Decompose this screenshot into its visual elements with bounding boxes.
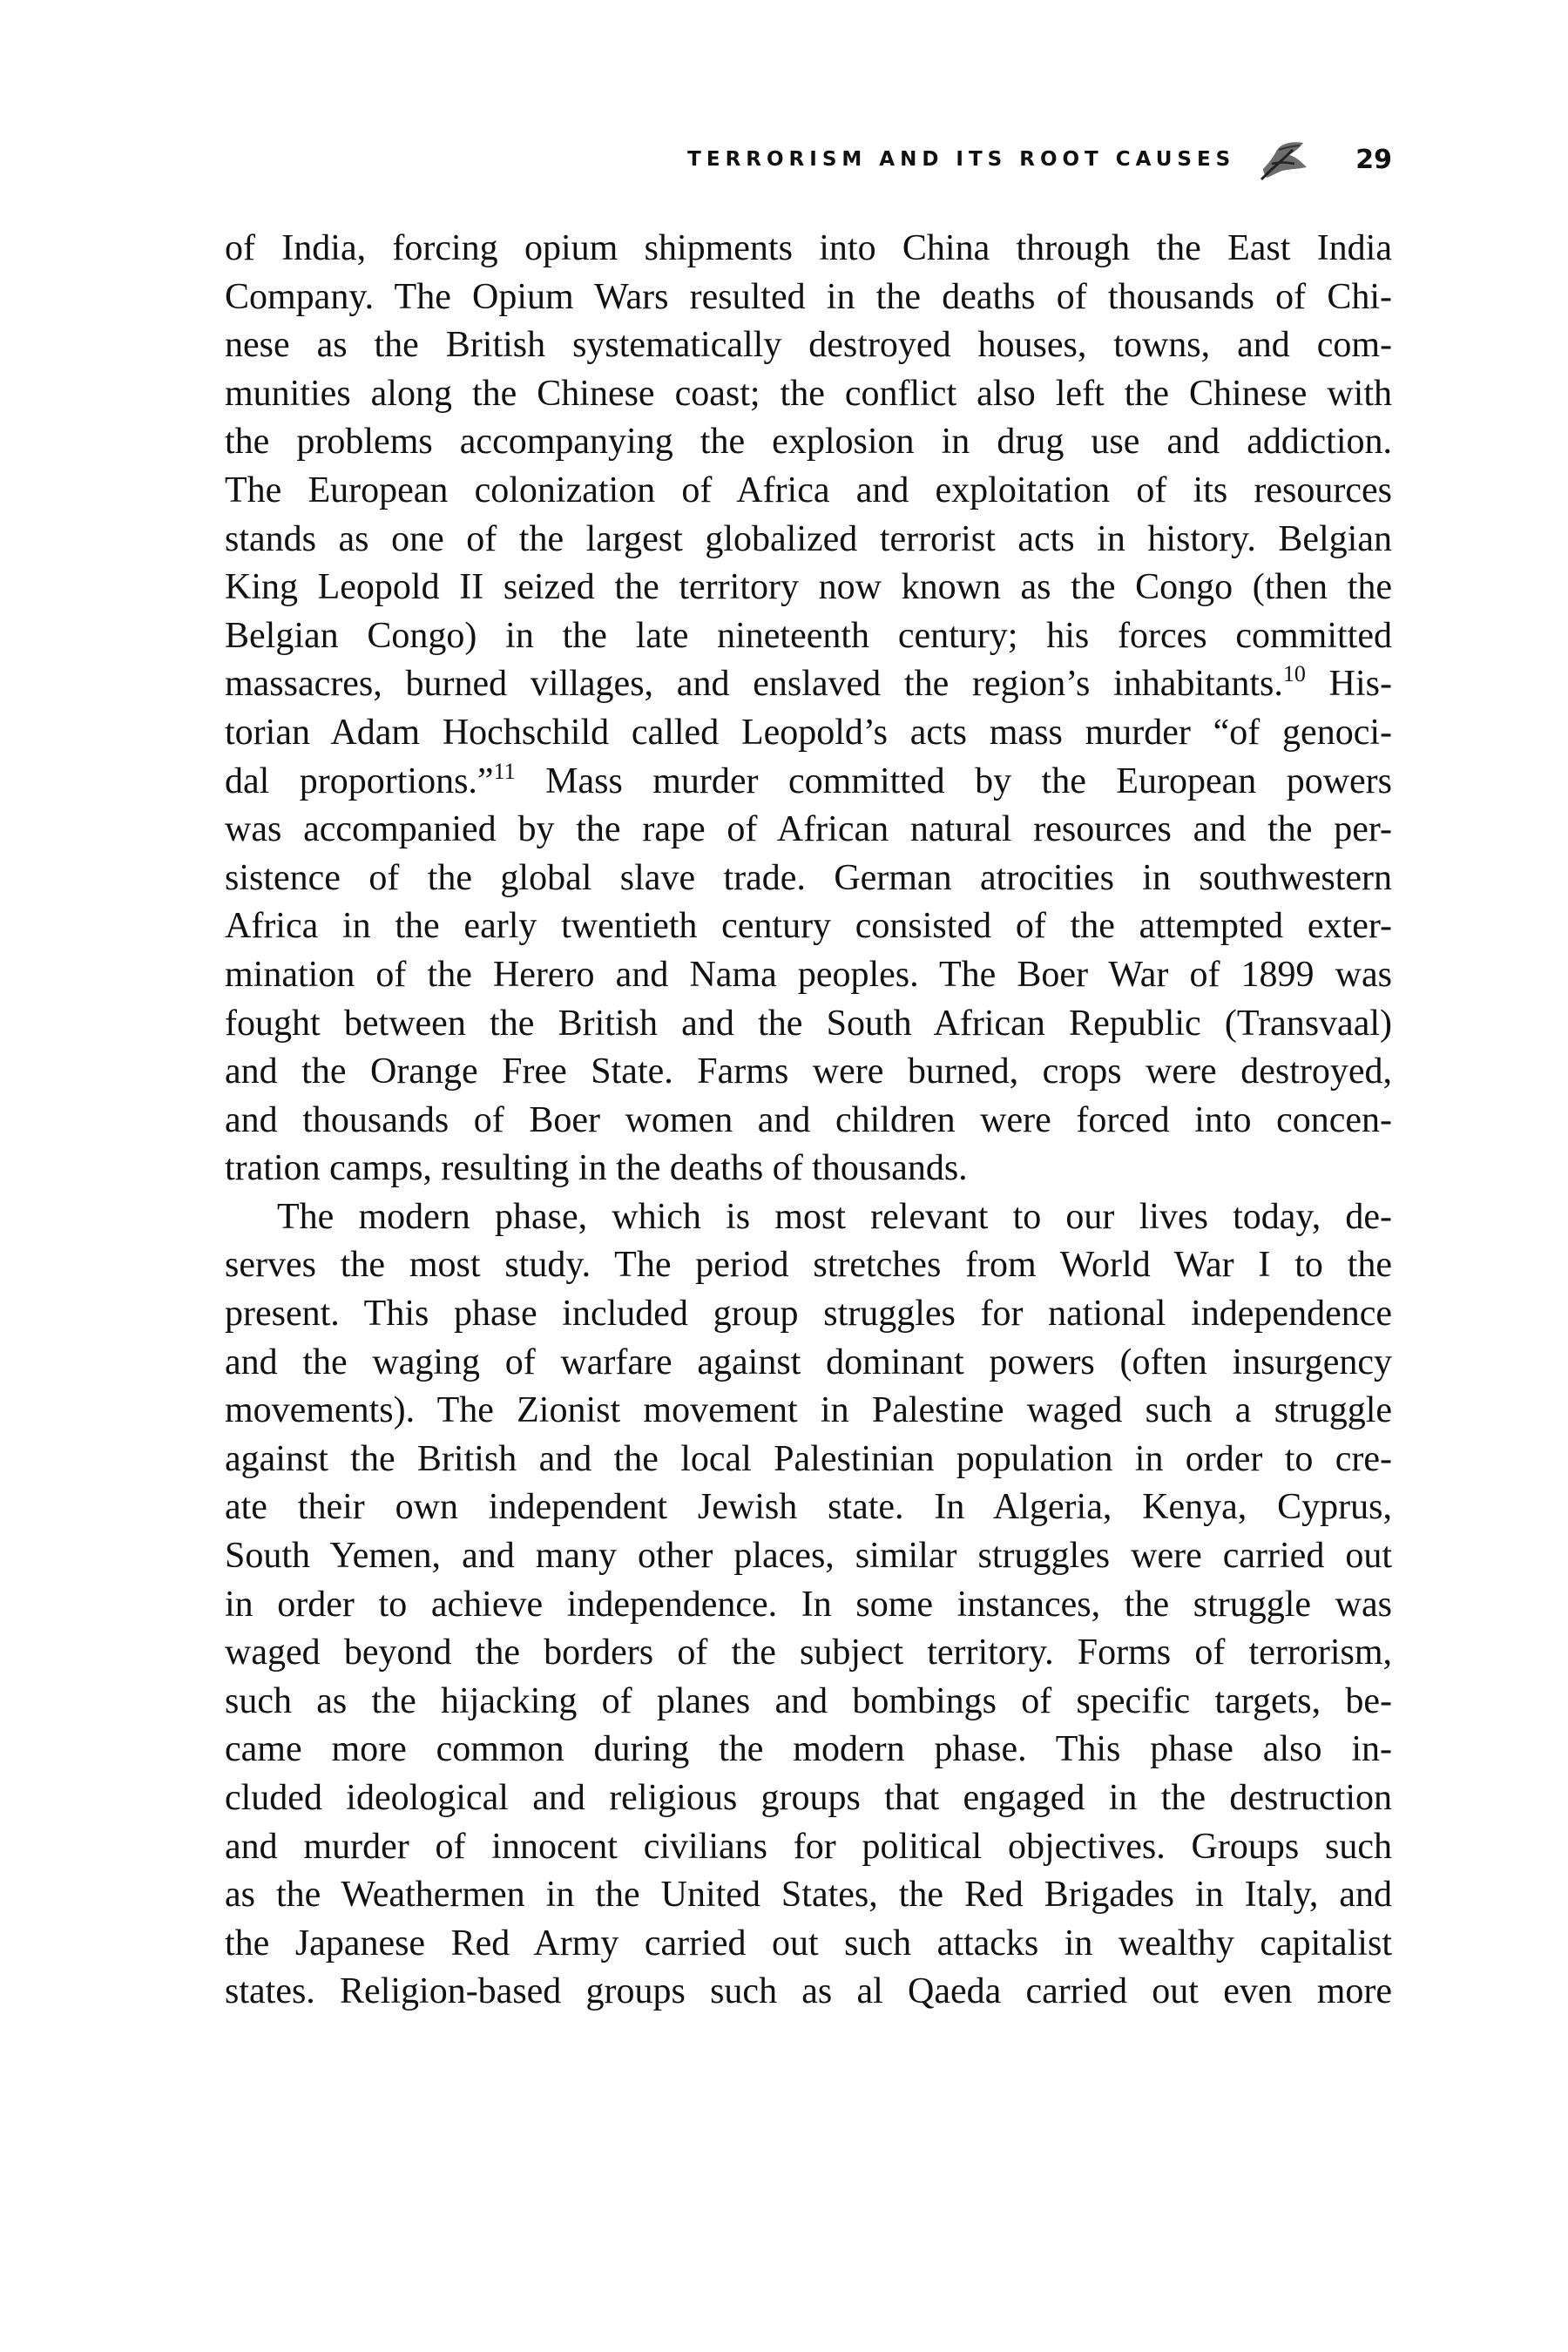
paragraph-1 [225,225,1392,1193]
running-title: TERRORISM AND ITS ROOT CAUSES [687,148,1236,171]
paragraph-2 [225,1193,1392,2017]
text-line: Belgian Congo) in the late nineteenth century; his forces committed [225,615,1392,656]
text-segment: massacres, burned villages, and enslaved the region’s inhabitants. [225,664,1283,705]
text-line: nese as the British systematically destroyed houses, towns, and com- [225,325,1392,366]
text-line: and the Orange Free State. Farms were burned, crops were destroyed, [225,1051,1392,1092]
text-line: came more common during the modern phase. This phase also in- [225,1729,1392,1770]
text-line: the Japanese Red Army carried out such attacks in wealthy capitalist [225,1923,1392,1963]
text-line: serves the most study. The period stretches from World War I to the [225,1245,1392,1286]
text-line: South Yemen, and many other places, similar struggles were carried out [225,1536,1392,1577]
text-line: as the Weathermen in the United States, the Red Brigades in Italy, and [225,1875,1392,1916]
text-line: torian Adam Hochschild called Leopold’s acts mass murder “of genoci- [225,712,1392,753]
text-segment: Mass murder committed by the European powers [515,760,1392,801]
text-line: sistence of the global slave trade. German atrocities in southwestern [225,857,1392,898]
body-text [225,225,1392,2017]
text-line: present. This phase included group struggles for national independence [225,1294,1392,1335]
text-line: stands as one of the largest globalized terrorist acts in history. Belgian [225,518,1392,559]
text-segment: dal proportions.” [225,760,494,801]
running-head [225,138,1392,181]
text-line: states. Religion-based groups such as al Qaeda carried out even more [225,1971,1392,2012]
text-line: of India, forcing opium shipments into China through the East India [225,228,1392,268]
text-line: in order to achieve independence. In some instances, the struggle was [225,1584,1392,1625]
text-line: movements). The Zionist movement in Palestine waged such a struggle [225,1390,1392,1431]
text-line: tration camps, resulting in the deaths of thousands. [225,1148,968,1189]
text-line: mination of the Herero and Nama peoples. The Boer War of 1899 was [225,954,1392,995]
text-line: Company. The Opium Wars resulted in the deaths of thousands of Chi- [225,276,1392,317]
text-line: and the waging of warfare against dominant powers (often insurgency [225,1342,1392,1382]
footnote-marker: 10 [1282,661,1306,687]
page-number: 29 [1355,144,1392,175]
text-line: cluded ideological and religious groups that engaged in the destruction [225,1778,1392,1818]
text-line [225,660,1392,709]
text-segment: His- [1305,664,1392,705]
text-line: and thousands of Boer women and children were forced into concen- [225,1099,1392,1140]
text-line: King Leopold II seized the territory now known as the Congo (then the [225,567,1392,608]
text-line: waged beyond the borders of the subject territory. Forms of terrorism, [225,1632,1392,1673]
text-line: such as the hijacking of planes and bombings of specific targets, be- [225,1680,1392,1721]
text-line: Africa in the early twentieth century consisted of the attempted exter- [225,906,1392,947]
text-line: against the British and the local Palestinian population in order to cre- [225,1438,1392,1479]
text-line [225,758,1392,807]
text-line: The European colonization of Africa and exploitation of its resources [225,470,1392,510]
footnote-marker: 11 [493,758,516,784]
text-line: fought between the British and the South African Republic (Transvaal) [225,1003,1392,1044]
text-line: the problems accompanying the explosion in drug use and addiction. [225,422,1392,463]
text-line: and murder of innocent civilians for political objectives. Groups such [225,1826,1392,1867]
text-line: ate their own independent Jewish state. In Algeria, Kenya, Cyprus, [225,1487,1392,1528]
pen-nib-ornament-icon [1258,138,1312,181]
text-line: munities along the Chinese coast; the conflict also left the Chinese with [225,373,1392,414]
text-line: was accompanied by the rape of African natural resources and the per- [225,809,1392,850]
text-line: The modern phase, which is most relevant to our lives today, de- [277,1196,1392,1237]
